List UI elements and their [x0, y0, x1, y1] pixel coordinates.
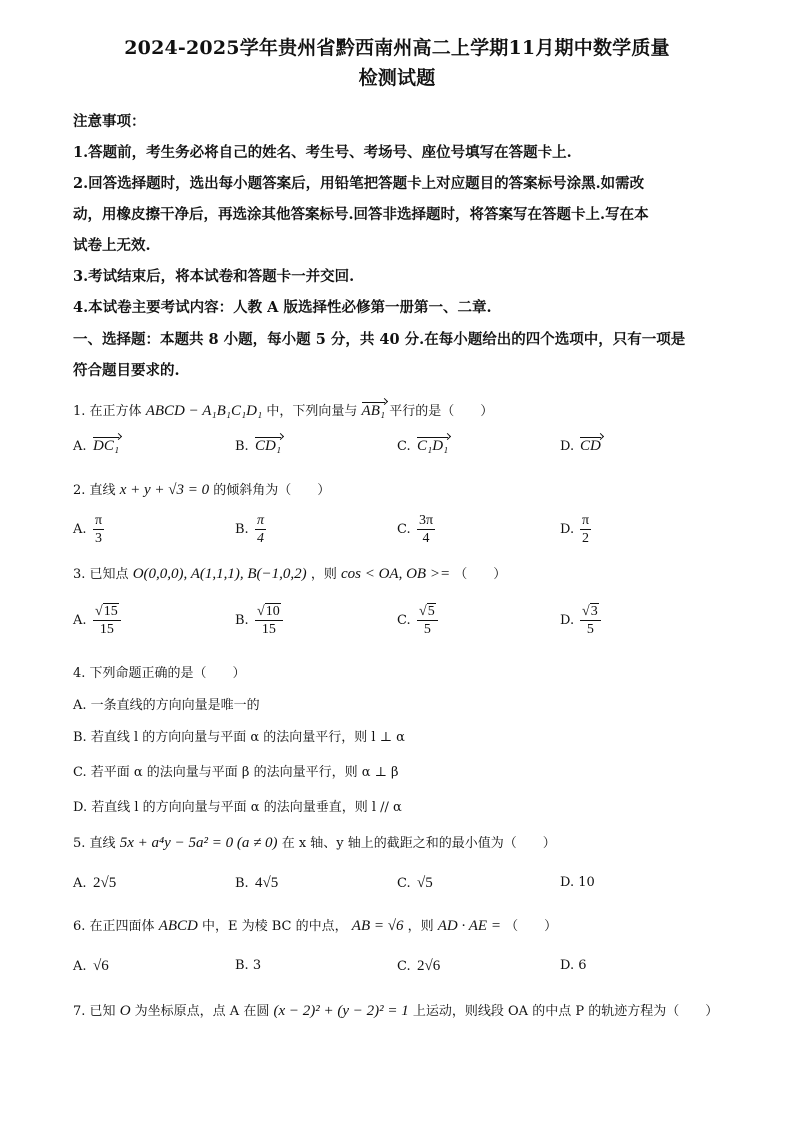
option-letter: C. [397, 439, 411, 454]
q6-option-d[interactable]: D. 6 [560, 958, 587, 973]
q3-option-a-fraction [93, 603, 121, 638]
notice-item-1: 1.答题前，考生务必将自己的姓名、考生号、考场号、座位号填写在答题卡上. [73, 144, 572, 161]
numerator: 3π [419, 513, 434, 528]
q5-option-c[interactable] [397, 875, 433, 892]
q6-suffix: （ ） [505, 919, 558, 934]
q5-option-b-value: 4√5 [255, 875, 279, 891]
numerator: √15 [93, 603, 121, 621]
q2-option-c[interactable] [397, 512, 435, 547]
q6-mid2: ，则 [407, 919, 434, 934]
denominator: 5 [586, 622, 594, 637]
q6-option-c-value: 2√6 [417, 958, 441, 974]
q2-option-b[interactable] [235, 512, 266, 547]
option-letter: D. [560, 613, 575, 628]
denominator: 5 [423, 622, 431, 637]
q3-cosine-expression: cos < OA, OB >= [340, 566, 451, 582]
exam-title-line1: 2024-2025学年贵州省黔西南州高二上学期11月期中数学质量 [124, 37, 670, 59]
numerator: π [95, 513, 103, 528]
q3-option-b[interactable] [235, 603, 283, 638]
notice-item-3: 3.考试结束后，将本试卷和答题卡一并交回. [73, 268, 355, 285]
question-4: 4. 下列命题正确的是（ ） [73, 666, 246, 681]
q2-option-c-fraction [417, 512, 435, 547]
q3-points: O(0,0,0), A(1,1,1), B(−1,0,2) [132, 566, 307, 582]
radicand: 10 [265, 604, 280, 619]
radicand: 5 [427, 604, 435, 619]
q5-suffix: 在 x 轴、y 轴上的截距之和的最小值为（ ） [281, 836, 556, 851]
q3-mid: ，则 [310, 567, 337, 582]
q4-option-b[interactable]: B. 若直线 l 的方向向量与平面 α 的法向量平行，则 l ⊥ α [73, 730, 405, 745]
denominator: 3 [95, 531, 103, 546]
q3-option-c[interactable] [397, 603, 438, 638]
option-letter: B. [235, 439, 249, 454]
numerator: √5 [417, 603, 438, 621]
q6-mid: 中，E 为棱 BC 的中点， [202, 919, 348, 934]
section-heading-cont: 符合题目要求的. [73, 362, 180, 379]
question-1 [73, 400, 493, 420]
q7-circle-equation: (x − 2)² + (y − 2)² = 1 [273, 1003, 409, 1019]
question-2 [73, 479, 330, 499]
denominator: 15 [99, 622, 114, 637]
option-letter: A. [73, 613, 87, 628]
q1-prefix: 1. 在正方体 [73, 404, 142, 419]
q1-mid: 中，下列向量与 [266, 404, 358, 419]
q6-edge-length: AB = √6 [351, 918, 404, 934]
q6-option-a[interactable] [73, 958, 109, 975]
q5-option-d[interactable]: D. 10 [560, 875, 595, 890]
q2-suffix: 的倾斜角为（ ） [213, 483, 331, 498]
radicand: 3 [590, 604, 598, 619]
numerator: √10 [255, 603, 283, 621]
q7-prefix: 7. 已知 [73, 1004, 116, 1019]
q5-option-a[interactable] [73, 875, 116, 892]
q3-option-a[interactable] [73, 603, 121, 638]
option-letter: A. [73, 876, 87, 891]
q1-option-c[interactable] [397, 438, 448, 455]
option-letter: C. [397, 613, 411, 628]
denominator: 4 [257, 531, 264, 546]
q1-suffix: 平行的是（ ） [389, 404, 494, 419]
q6-prefix: 6. 在正四面体 [73, 919, 155, 934]
q1-option-b-value: CD₁ [255, 438, 282, 454]
option-letter: C. [397, 522, 411, 537]
q6-dot-product: AD · AE = [437, 918, 501, 934]
q3-option-d[interactable] [560, 603, 601, 638]
section-heading: 一、选择题：本题共 8 小题，每小题 5 分，共 40 分.在每小题给出的四个选项中，只有一项是 [73, 331, 686, 348]
question-3 [73, 563, 506, 583]
option-letter: A. [73, 959, 87, 974]
denominator: 2 [582, 531, 590, 546]
q5-option-a-value: 2√5 [93, 875, 117, 891]
notice-item-2-end: 试卷上无效. [73, 237, 151, 254]
option-letter: C. [397, 876, 411, 891]
numerator: π [257, 513, 265, 528]
q1-option-a[interactable] [73, 438, 119, 455]
q5-option-c-value: √5 [417, 875, 433, 891]
denominator: 4 [422, 531, 430, 546]
option-letter: B. [235, 876, 249, 891]
radicand: 15 [103, 604, 118, 619]
q2-equation: x + y + √3 = 0 [119, 482, 210, 498]
q6-option-b[interactable]: B. 3 [235, 958, 262, 973]
q6-option-a-value: √6 [93, 958, 109, 974]
q1-option-b[interactable] [235, 438, 281, 455]
q4-option-c[interactable]: C. 若平面 α 的法向量与平面 β 的法向量平行，则 α ⊥ β [73, 765, 399, 780]
q3-prefix: 3. 已知点 [73, 567, 129, 582]
q1-cube: ABCD − A₁B₁C₁D₁ [145, 403, 263, 419]
notice-item-2: 2.回答选择题时，选出每小题答案后，用铅笔把答题卡上对应题目的答案标号涂黑.如需改 [73, 175, 645, 192]
q5-prefix: 5. 直线 [73, 836, 116, 851]
question-7 [73, 1000, 718, 1020]
option-letter: A. [73, 439, 87, 454]
numerator: √3 [580, 603, 601, 621]
q1-option-c-value: C₁D₁ [417, 438, 449, 454]
notice-item-4: 4.本试卷主要考试内容：人教 A 版选择性必修第一册第一、二章. [73, 299, 492, 316]
q3-suffix: （ ） [454, 567, 507, 582]
q2-prefix: 2. 直线 [73, 483, 116, 498]
q7-suffix: 上运动，则线段 OA 的中点 P 的轨迹方程为（ ） [412, 1004, 719, 1019]
option-letter: B. [235, 613, 249, 628]
option-letter: D. [560, 522, 575, 537]
q4-option-d[interactable]: D. 若直线 l 的方向向量与平面 α 的法向量垂直，则 l // α [73, 800, 402, 815]
q7-mid: 为坐标原点，点 A 在圆 [134, 1004, 270, 1019]
q1-option-d-value: CD [580, 438, 601, 454]
q4-option-a[interactable]: A. 一条直线的方向向量是唯一的 [73, 698, 260, 713]
q2-option-d-fraction [580, 512, 591, 547]
exam-title-line2: 检测试题 [358, 67, 436, 89]
q6-option-c[interactable] [397, 958, 440, 975]
q1-option-d[interactable] [560, 438, 601, 455]
q6-tetrahedron: ABCD [158, 918, 198, 934]
question-6 [73, 915, 557, 935]
q2-option-a-fraction [93, 512, 104, 547]
question-5 [73, 832, 556, 852]
q7-origin: O [119, 1003, 131, 1019]
q3-option-d-fraction [580, 603, 601, 638]
q2-option-b-fraction [255, 512, 266, 547]
option-letter: D. [560, 439, 575, 454]
q1-option-a-value: DC₁ [93, 438, 120, 454]
q5-option-b[interactable] [235, 875, 278, 892]
q3-option-b-fraction [255, 603, 283, 638]
notice-heading: 注意事项： [73, 113, 146, 130]
option-letter: A. [73, 522, 87, 537]
q3-option-c-fraction [417, 603, 438, 638]
q2-option-a[interactable] [73, 512, 104, 547]
q1-vector: AB₁ [361, 403, 386, 419]
q2-option-d[interactable] [560, 512, 591, 547]
denominator: 15 [261, 622, 276, 637]
option-letter: C. [397, 959, 411, 974]
option-letter: B. [235, 522, 249, 537]
notice-item-2-cont: 动，用橡皮擦干净后，再选涂其他答案标号.回答非选择题时，将答案写在答题卡上.写在本 [73, 206, 649, 223]
q5-equation: 5x + a⁴y − 5a² = 0 (a ≠ 0) [119, 835, 278, 851]
numerator: π [582, 513, 590, 528]
